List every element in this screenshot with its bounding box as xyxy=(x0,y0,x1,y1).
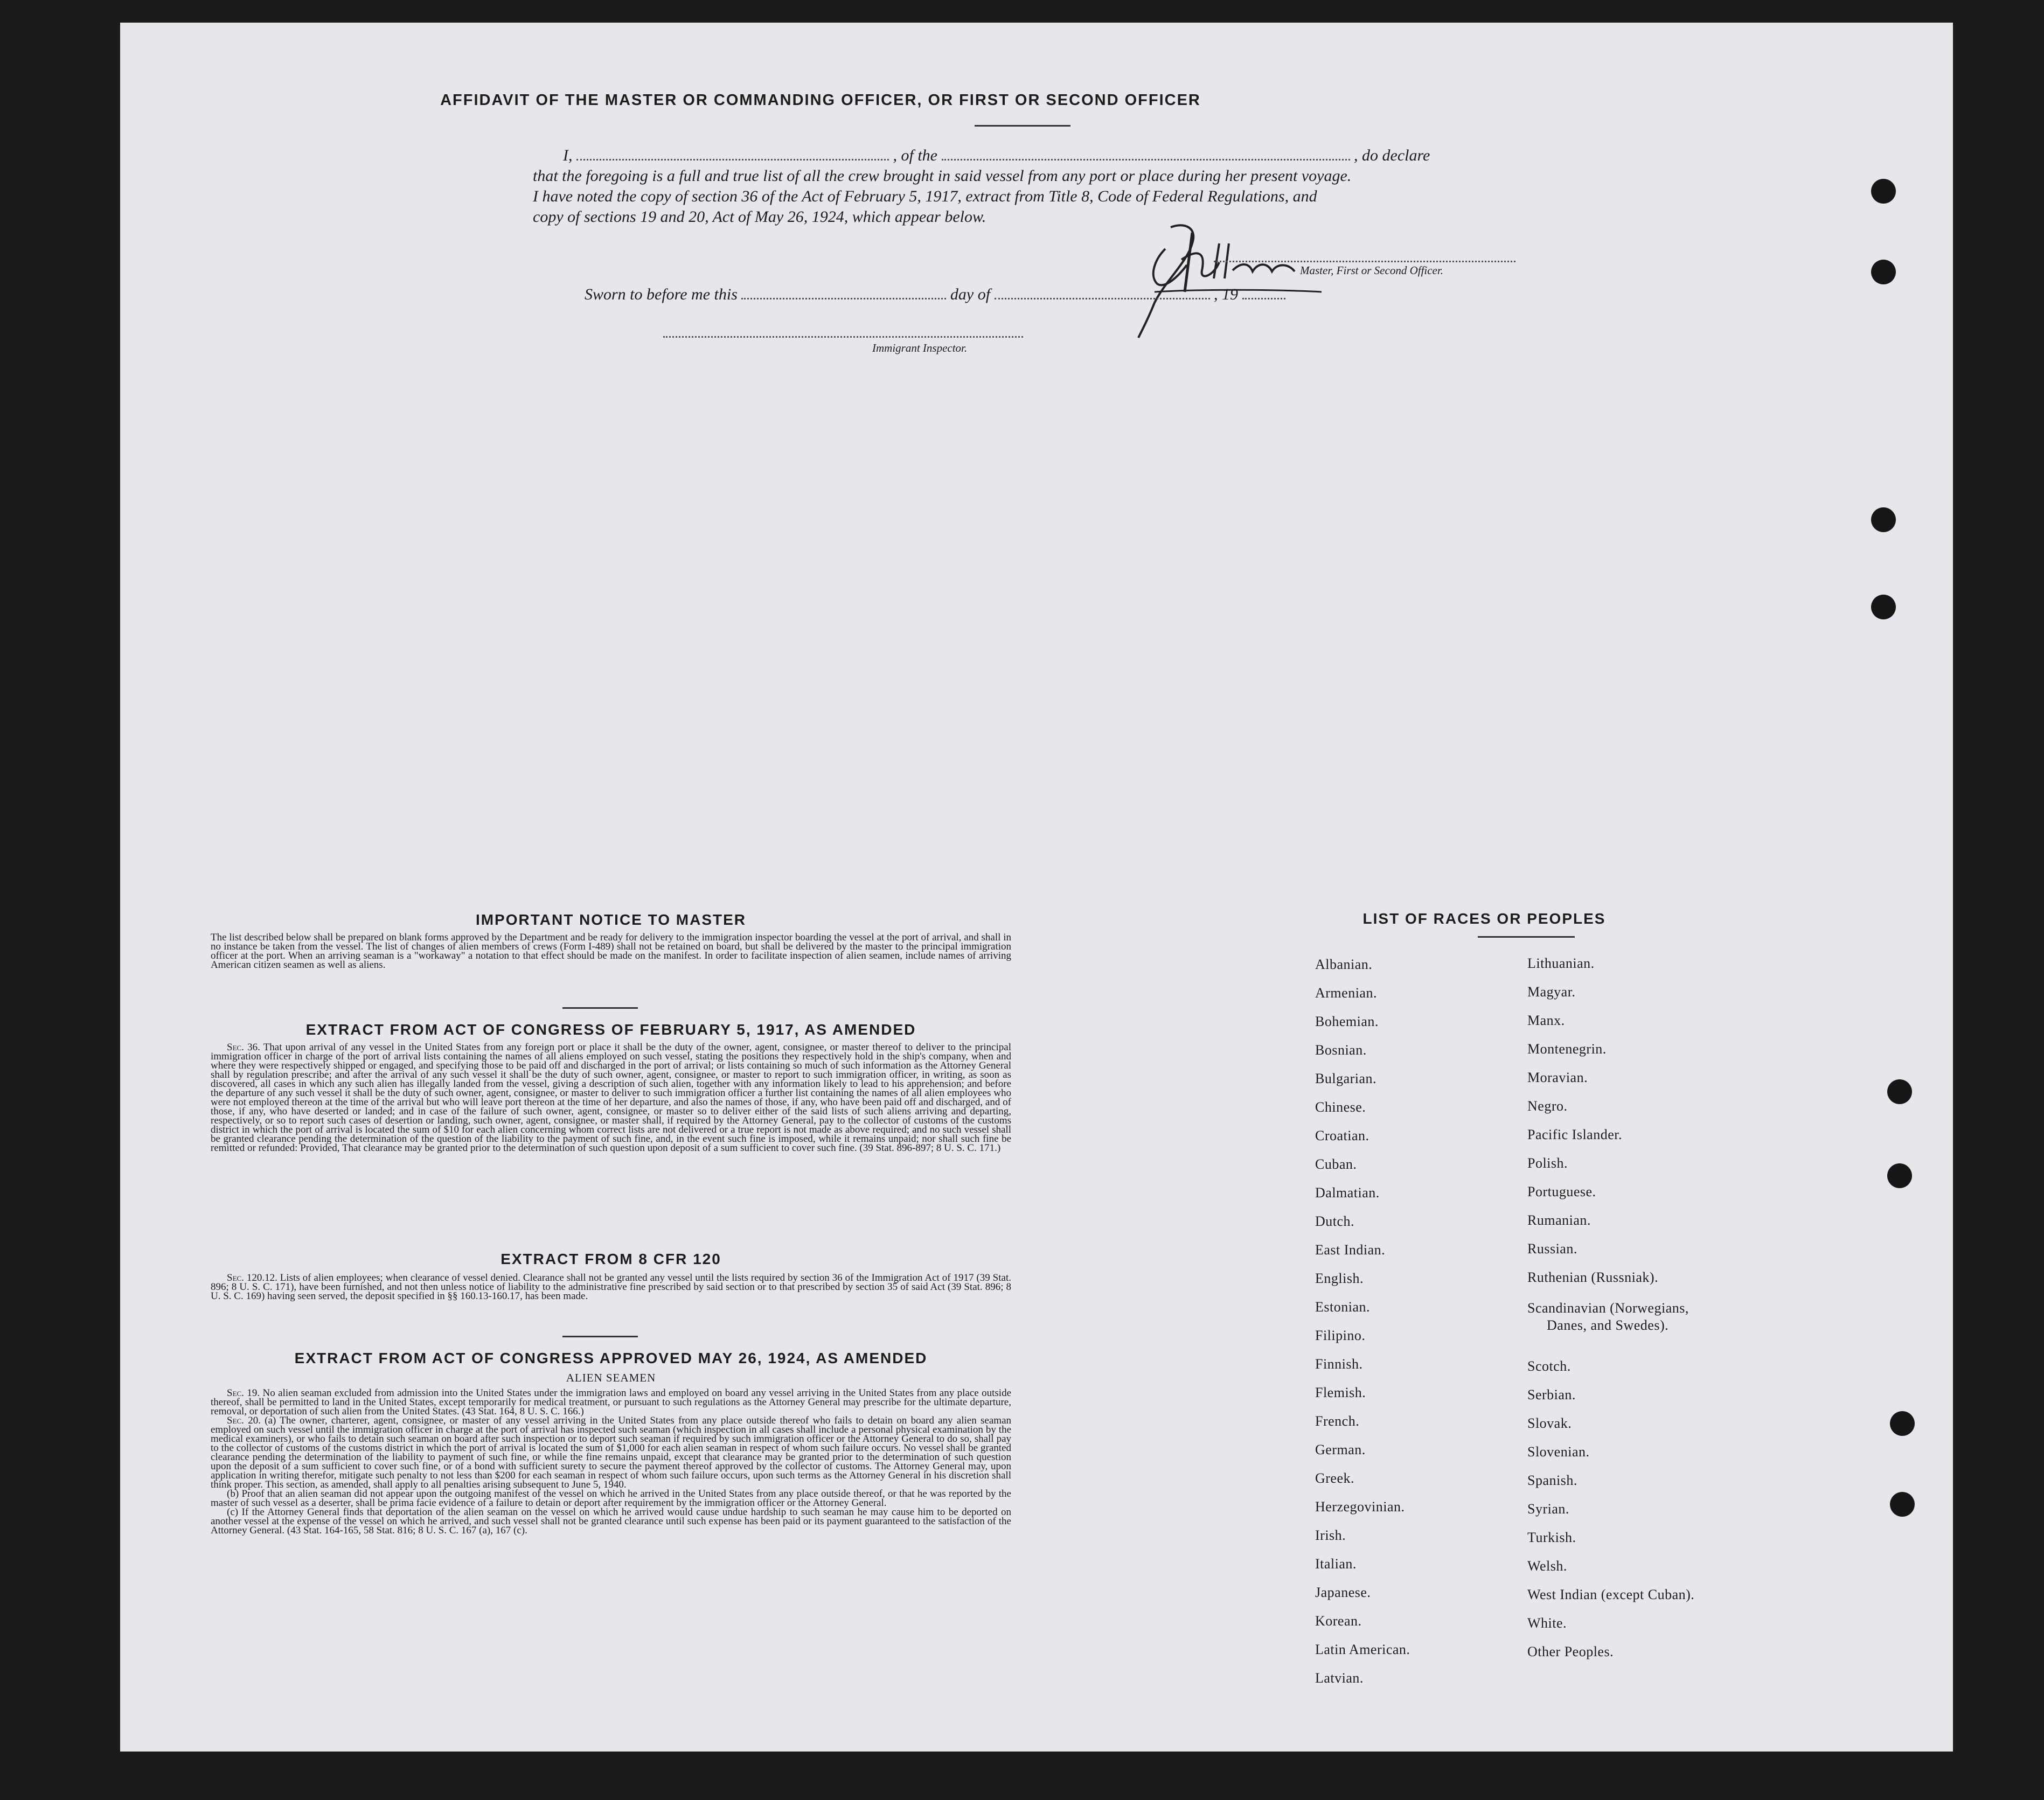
race-croatian: Croatian. xyxy=(1315,1128,1369,1143)
races-rule xyxy=(1478,936,1575,938)
cfr-rule xyxy=(562,1336,638,1337)
punch-hole-icon xyxy=(1871,179,1896,204)
sworn-day-field[interactable] xyxy=(741,287,946,299)
punch-hole-icon xyxy=(1871,507,1896,532)
extract-1924-subtitle: ALIEN SEAMEN xyxy=(566,1371,656,1384)
sworn-text: Sworn to before me this xyxy=(585,285,738,303)
declaration-do-declare: , do declare xyxy=(1354,146,1430,164)
race-cuban: Cuban. xyxy=(1315,1156,1357,1172)
race-slovak: Slovak. xyxy=(1527,1415,1572,1431)
sec-36-text: That upon arrival of any vessel in the United States from any foreign port or place it shall be the duty of the owner, agent, consignee, or master thereof to deliver to the principal immigration officer in charge of the port of arrival lists containing the names of all aliens employed on such vessel, stating the positions they respectively hold in the ship's company, when and where they were respectively shipped or engaged, and specifying those to be paid off and discharged in the port of arrival; or lists containing so much of such information as the Attorney General shall by regulation prescribe; and after the arrival of any such vessel it shall be the duty of such owner, agent, consignee, or master to report to such immigration officer, in writing, as soon as discovered, all cases in which any such alien has illegally landed from the vessel, giving a description of such alien, together with any information likely to lead to his apprehension; and before the departure of any such vessel it shall be the duty of such owner, agent, consignee, or master to deliver to such immigration officer a further list containing the names of all alien employees who were not employed thereon at the time of the arrival but who will leave port thereon at the time of her departure, and also the names of those, if any, who have been paid off and discharged, and of those, if any, who have deserted or landed; and in case of the failure of such owner, agent, consignee, or master so to deliver either of the said lists of such aliens arriving and departing, respectively, or so to report such cases of desertion or landing, such owner, agent, consignee, or master shall, if required by the Attorney General, pay to the collector of customs of the customs district in which the port of arrival is located the sum of $10 for each alien concerning whom correct lists are not delivered or a true report is not made as above required; and no such vessel shall be granted clearance pending the determination of the question of the liability to the payment of such fine, and, in the event such fine is imposed, while it remains unpaid; nor shall such fine be remitted or refunded: Provided, That clearance may be granted prior to the determination of such question upon deposit of a sum sufficient to cover such fine. (39 Stat. 896-897; 8 U. S. C. 171.) xyxy=(211,1042,1011,1154)
sec-20b-text: (b) Proof that an alien seaman did not appear upon the outgoing manifest of the vessel on which he arrived in the United States from any place outside thereof, or that he was reported by the master of such vessel as a deserter, shall be prima facie evidence of a failure to detain or deport after requirement by the immigration officer or the Attorney General. xyxy=(211,1488,1011,1509)
race-negro: Negro. xyxy=(1527,1098,1568,1114)
race-west-indian: West Indian (except Cuban). xyxy=(1527,1587,1695,1602)
race-greek: Greek. xyxy=(1315,1470,1355,1486)
race-french: French. xyxy=(1315,1413,1360,1429)
sworn-month-field[interactable] xyxy=(995,287,1210,299)
races-title: LIST OF RACES OR PEOPLES xyxy=(1362,910,1606,927)
race-other-peoples: Other Peoples. xyxy=(1527,1644,1614,1659)
race-finnish: Finnish. xyxy=(1315,1356,1363,1372)
punch-hole-icon xyxy=(1890,1492,1915,1517)
inspector-line xyxy=(663,336,1023,338)
race-korean: Korean. xyxy=(1315,1613,1362,1629)
sec-20a-text: (a) The owner, charterer, agent, consignee, or master of any vessel arriving in the United States from any place outside thereof who fails to detain on board any alien seaman employed on such vessel until the immigration officer in charge at the port of arrival has inspected such seaman (which inspection in all cases shall include a personal physical examination by the medical examiners), or who fails to detain such seaman on board after such inspection or to deport such seaman if required by such immigration officer or the Attorney General to do so, shall pay to the collector of customs of the customs district in which the port of arrival is located the sum of $1,000 for each alien seaman in respect of whom such failure occurs. No vessel shall be granted clearance pending the determination of the liability to payment of such fine, or while the fine remains unpaid, except that clearance may be granted prior to the determination of such question upon the deposit of a sum sufficient to cover such fine, or of a bond with sufficient surety to secure the payment thereof approved by the collector of customs. The Attorney General may, upon application in writing therefor, mitigate such penalty to not less than $200 for each seaman in respect of whom such failure occurs, upon such terms as the Attorney General in his discretion shall think proper. This section, as amended, shall apply to all penalties arising subsequent to June 5, 1940. xyxy=(211,1415,1011,1490)
extract-cfr-title: EXTRACT FROM 8 CFR 120 xyxy=(500,1251,721,1267)
declaration-line-4: copy of sections 19 and 20, Act of May 26, 1924, which appear below. xyxy=(533,208,986,226)
sworn-day-of: day of xyxy=(950,285,991,303)
race-english: English. xyxy=(1315,1271,1364,1286)
race-scotch: Scotch. xyxy=(1527,1358,1571,1374)
declaration-line-2: that the foregoing is a full and true list of all the crew brought in said vessel from any port or place during her present voyage. xyxy=(533,167,1352,185)
race-latin-american: Latin American. xyxy=(1315,1642,1410,1657)
race-polish: Polish. xyxy=(1527,1155,1568,1171)
extract-cfr-body xyxy=(211,1273,1011,1301)
notice-title: IMPORTANT NOTICE TO MASTER xyxy=(475,911,747,928)
race-white: White. xyxy=(1527,1615,1567,1631)
punch-hole-icon xyxy=(1871,595,1896,619)
race-ruthenian: Ruthenian (Russniak). xyxy=(1527,1269,1659,1285)
sec-19-text: No alien seaman excluded from admission into the United States under the immigration laws and employed on board any vessel arriving in the United States from any place outside thereof, shall be permitted to land in the United States, except temporarily for medical treatment, or pursuant to such regulations as the Attorney General may prescribe for the ultimate departure, removal, or deportation of such alien from the United States. (43 Stat. 164, 8 U. S. C. 166.) xyxy=(211,1387,1011,1417)
extract-1924-title: EXTRACT FROM ACT OF CONGRESS APPROVED MAY 26, 1924, AS AMENDED xyxy=(294,1350,928,1366)
race-latvian: Latvian. xyxy=(1315,1670,1364,1686)
extract-1917-title: EXTRACT FROM ACT OF CONGRESS OF FEBRUARY 5, 1917, AS AMENDED xyxy=(305,1021,916,1038)
race-dutch: Dutch. xyxy=(1315,1213,1355,1229)
race-east-indian: East Indian. xyxy=(1315,1242,1386,1258)
sec-36-label: Sec. 36. xyxy=(227,1042,260,1053)
race-bohemian: Bohemian. xyxy=(1315,1014,1379,1029)
declaration-of-the: , of the xyxy=(893,146,937,164)
race-scandinavian-cont: Danes, and Swedes). xyxy=(1547,1317,1669,1333)
race-german: German. xyxy=(1315,1442,1366,1457)
punch-hole-icon xyxy=(1871,260,1896,284)
declaration-block xyxy=(533,145,1520,227)
race-japanese: Japanese. xyxy=(1315,1585,1371,1600)
race-rumanian: Rumanian. xyxy=(1527,1212,1591,1228)
declaration-i: I, xyxy=(563,146,573,164)
race-scandinavian: Scandinavian (Norwegians, xyxy=(1527,1300,1689,1316)
race-lithuanian: Lithuanian. xyxy=(1527,955,1595,971)
extract-1917-body xyxy=(211,1043,1011,1153)
notice-rule xyxy=(562,1007,638,1009)
race-moravian: Moravian. xyxy=(1527,1070,1588,1085)
race-italian: Italian. xyxy=(1315,1556,1357,1572)
punch-hole-icon xyxy=(1890,1411,1915,1436)
race-irish: Irish. xyxy=(1315,1527,1346,1543)
race-manx: Manx. xyxy=(1527,1013,1565,1028)
declaration-line-1 xyxy=(533,145,1520,166)
title-rule xyxy=(975,125,1070,127)
name-field[interactable] xyxy=(576,148,889,161)
master-signature xyxy=(1133,211,1370,346)
extract-1924-body xyxy=(211,1389,1011,1535)
race-turkish: Turkish. xyxy=(1527,1530,1576,1545)
race-herzegovinian: Herzegovinian. xyxy=(1315,1499,1405,1515)
race-bulgarian: Bulgarian. xyxy=(1315,1071,1377,1086)
race-flemish: Flemish. xyxy=(1315,1385,1366,1400)
sec-19-label: Sec. 19. xyxy=(227,1387,260,1399)
race-pacific-islander: Pacific Islander. xyxy=(1527,1127,1622,1142)
sec-120-text: Lists of alien employees; when clearance of vessel denied. Clearance shall not be granted any vessel until the lists required by section 36 of the Immigration Act of 1917 (39 Stat. 896; 8 U. S. C. 171), have been furnished, and not then unless notice of liability to the administrative fine prescribed by said section or to that prescribed by section 35 of said Act (39 Stat. 896; 8 U. S. C. 169) having seen served, the deposit specified in §§ 160.13-160.17, has been made. xyxy=(211,1272,1011,1302)
sworn-year-field[interactable] xyxy=(1242,287,1285,299)
race-albanian: Albanian. xyxy=(1315,957,1373,972)
race-magyar: Magyar. xyxy=(1527,984,1576,1000)
race-russian: Russian. xyxy=(1527,1241,1577,1257)
race-syrian: Syrian. xyxy=(1527,1501,1569,1517)
race-chinese: Chinese. xyxy=(1315,1099,1366,1115)
sec-20c-text: (c) If the Attorney General finds that deportation of the alien seaman on the vessel on which he arrived would cause undue hardship to such seaman he may cause him to be deported on another vessel at the expense of the vessel on which he arrived, and such vessel shall not be granted clearance until such expense has been paid or its payment guaranteed to the satisfaction of the Attorney General. (43 Stat. 164-165, 58 Stat. 816; 8 U. S. C. 167 (a), 167 (c). xyxy=(211,1506,1011,1536)
sworn-year: , 19 xyxy=(1214,285,1239,303)
vessel-field[interactable] xyxy=(942,148,1350,161)
race-armenian: Armenian. xyxy=(1315,985,1377,1001)
sec-120-label: Sec. 120.12. xyxy=(227,1272,277,1283)
race-estonian: Estonian. xyxy=(1315,1299,1370,1315)
master-caption: Master, First or Second Officer. xyxy=(1300,264,1443,277)
declaration-line-3: I have noted the copy of section 36 of the Act of February 5, 1917, extract from Title 8, Code of Federal Regulations, and xyxy=(533,187,1317,205)
inspector-caption: Immigrant Inspector. xyxy=(872,341,968,354)
race-montenegrin: Montenegrin. xyxy=(1527,1041,1607,1057)
race-welsh: Welsh. xyxy=(1527,1558,1567,1574)
race-filipino: Filipino. xyxy=(1315,1328,1366,1343)
race-dalmatian: Dalmatian. xyxy=(1315,1185,1380,1201)
sworn-line xyxy=(585,284,1285,305)
sec-20-label: Sec. 20. xyxy=(227,1415,261,1426)
punch-hole-icon xyxy=(1887,1163,1912,1188)
race-serbian: Serbian. xyxy=(1527,1387,1576,1403)
race-portuguese: Portuguese. xyxy=(1527,1184,1596,1199)
document-page xyxy=(120,23,1953,1752)
signature-line xyxy=(1214,261,1515,262)
affidavit-title: AFFIDAVIT OF THE MASTER OR COMMANDING OFFICER, OR FIRST OR SECOND OFFICER xyxy=(440,92,1201,109)
notice-body: The list described below shall be prepared on blank forms approved by the Department and be ready for delivery to the immigration inspector boarding the vessel at the port of arrival, and shall in no instance be taken from the vessel. The list of changes of alien members of crews (Form I-489) shall not be retained on board, but shall be delivered by the master to the principal immigration officer at the port. When an arriving seaman is a "workaway" a notation to that effect should be made on the manifest. In order to facilitate inspection of alien seamen, include names of arriving American citizen seamen as well as aliens. xyxy=(211,932,1011,971)
race-spanish: Spanish. xyxy=(1527,1473,1577,1488)
punch-hole-icon xyxy=(1887,1079,1912,1104)
race-slovenian: Slovenian. xyxy=(1527,1444,1590,1460)
race-bosnian: Bosnian. xyxy=(1315,1042,1367,1058)
